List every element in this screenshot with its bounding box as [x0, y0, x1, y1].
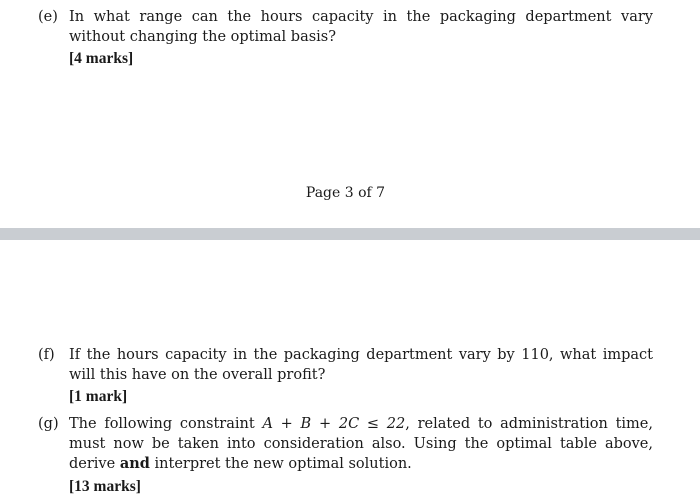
- question-f-body: [69, 346, 653, 407]
- question-g-text-end: interpret the new optimal solution.: [149, 456, 412, 472]
- question-g: [38, 415, 653, 496]
- constraint-expression: A + B + 2C ≤ 22: [262, 416, 406, 432]
- question-e-marks: [4 marks]: [69, 50, 134, 67]
- question-e-text: In what range can the hours capacity in the packaging department vary without changing the optimal basis?: [69, 9, 653, 45]
- question-f: [38, 346, 653, 407]
- question-g-emphasis: and: [119, 455, 150, 472]
- question-f-marks: [1 mark]: [69, 388, 128, 405]
- question-e-label: (e): [38, 9, 58, 25]
- question-e-body: [69, 8, 653, 69]
- question-g-text: [69, 415, 653, 475]
- question-e: [38, 8, 653, 69]
- question-g-text-before: The following constraint: [69, 416, 263, 432]
- question-g-body: [69, 415, 653, 496]
- question-f-text: If the hours capacity in the packaging department vary by 110, what impact will this have on the overall profit?: [69, 347, 653, 383]
- document-page-top: [0, 0, 700, 228]
- question-g-text-after: , related to administration time, must now be taken into consideration also. Using the optimal table above, derive: [69, 416, 653, 472]
- document-page-bottom: [0, 240, 700, 500]
- question-g-marks: [13 marks]: [69, 477, 141, 495]
- page-footer: Page 3 of 7: [305, 185, 386, 201]
- question-g-label: (g): [38, 416, 59, 432]
- question-f-label: (f): [38, 347, 55, 363]
- page-divider: [0, 228, 700, 240]
